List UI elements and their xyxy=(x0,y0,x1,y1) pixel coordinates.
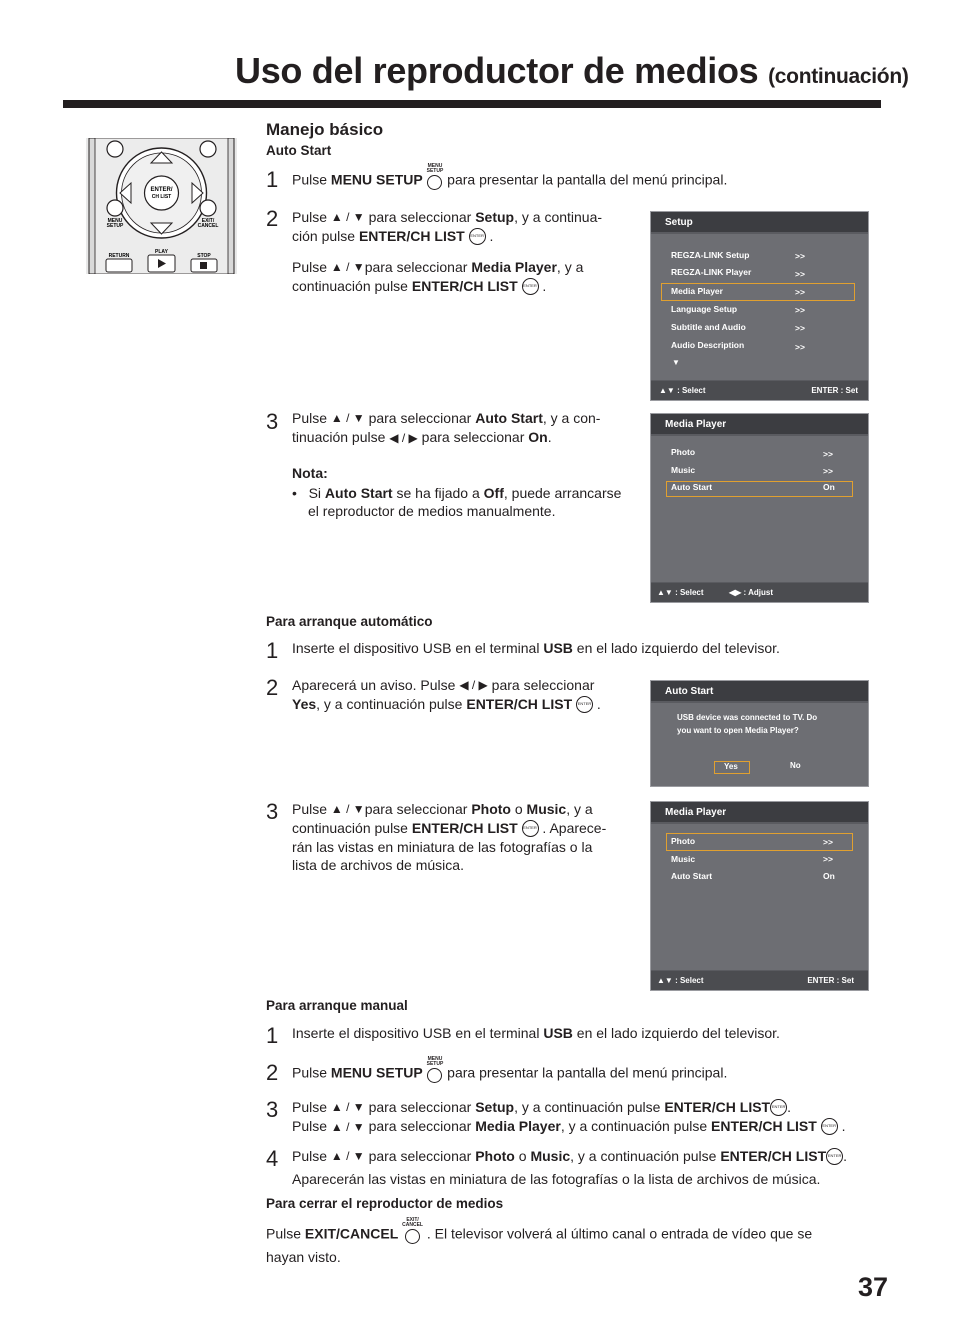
foot-left: ▲▼ : Select xyxy=(657,976,704,985)
step-number: 1 xyxy=(266,167,279,192)
enter-button-icon: ENTER xyxy=(826,1148,843,1165)
enter-button-icon: ENTER xyxy=(522,820,539,837)
title-main: Uso del reproductor de medios xyxy=(235,50,759,91)
svg-text:CANCEL: CANCEL xyxy=(197,223,219,229)
menu-item-value: >> xyxy=(823,837,833,847)
menu-item-value: On xyxy=(823,871,835,881)
menu-item: Auto Start xyxy=(671,871,713,881)
title-rule xyxy=(63,100,881,108)
foot-right: ◀▶ : Adjust xyxy=(729,588,774,597)
up-down-arrow-icon: ▲▼ xyxy=(657,976,673,985)
menu-item-value: >> xyxy=(823,466,833,476)
menu-setup-button-icon: MENU SETUP xyxy=(427,1057,444,1083)
step-number: 3 xyxy=(266,799,279,824)
up-down-arrow-icon: ▲ / ▼ xyxy=(330,1100,365,1115)
manual-heading: Para arranque manual xyxy=(266,998,408,1013)
svg-text:PLAY: PLAY xyxy=(155,249,168,255)
step-number: 3 xyxy=(266,409,279,434)
step-number: 2 xyxy=(266,675,279,700)
up-down-arrow-icon: ▲▼ xyxy=(657,588,673,597)
svg-text:RETURN: RETURN xyxy=(108,253,130,259)
note-heading: Nota: xyxy=(292,465,328,481)
menu-item-value: >> xyxy=(795,342,805,352)
setup-screen xyxy=(650,211,869,401)
up-down-arrow-icon: ▲ / ▼ xyxy=(330,260,365,275)
auto-heading: Para arranque automático xyxy=(266,614,433,629)
left-right-arrow-icon: ◀ / ▶ xyxy=(389,430,418,445)
menu-item: Music xyxy=(671,854,696,864)
up-down-arrow-icon: ▲ / ▼ xyxy=(330,802,365,817)
svg-text:STOP: STOP xyxy=(197,253,211,259)
media-player-screen xyxy=(650,413,869,603)
scroll-down-icon: ▼ xyxy=(672,358,680,367)
note-text: • Si Auto Start se ha fijado a Off, puede arrancarse el reproductor de medios manualmente. xyxy=(292,485,622,519)
left-right-arrow-icon: ◀▶ xyxy=(729,588,742,597)
screen-title: Media Player xyxy=(665,807,727,818)
menu-item: REGZA-LINK Player xyxy=(671,267,752,277)
menu-item-value: >> xyxy=(795,305,805,315)
menu-item: Photo xyxy=(671,447,696,457)
foot-left: ▲▼ : Select xyxy=(659,386,706,395)
svg-text:CH LIST: CH LIST xyxy=(151,194,172,200)
menu-item: Music xyxy=(671,465,696,475)
section-heading: Manejo básico xyxy=(266,120,384,139)
menu-item-value: >> xyxy=(823,854,833,864)
menu-setup-button-icon: MENU SETUP xyxy=(427,164,444,190)
menu-item: Language Setup xyxy=(671,304,738,314)
step-text: Pulse ▲ / ▼ para seleccionar Setup, y a continua- ción pulse ENTER/CH LIST ENTER . Pulse ▲ / ▼para seleccionar Media Player, y a continuación pulse ENTER/CH LIST ENTER . xyxy=(292,209,603,295)
foot-right: ENTER : Set xyxy=(807,976,854,985)
enter-button-icon: ENTER xyxy=(469,228,486,245)
remote-control-icon xyxy=(86,138,237,274)
up-down-arrow-icon: ▲ / ▼ xyxy=(330,1119,365,1134)
foot-right: ENTER : Set xyxy=(811,386,858,395)
step-number: 3 xyxy=(266,1097,279,1122)
step-number: 1 xyxy=(266,1023,279,1048)
step-text: Pulse MENU SETUP MENU SETUP para presentar la pantalla del menú principal. xyxy=(292,168,727,194)
screen-title: Setup xyxy=(665,217,693,228)
up-down-arrow-icon: ▲ / ▼ xyxy=(330,411,365,426)
autostart-dialog-screen xyxy=(650,680,869,787)
enter-button-icon: ENTER xyxy=(821,1118,838,1135)
menu-item-value: On xyxy=(823,482,835,492)
remote-illustration xyxy=(86,138,237,274)
svg-text:MENU: MENU xyxy=(107,218,123,224)
dialog-message: you want to open Media Player? xyxy=(677,726,799,735)
step-number: 1 xyxy=(266,638,279,663)
exit-cancel-button-icon: EXIT/ CANCEL xyxy=(402,1218,423,1244)
menu-item: Photo xyxy=(671,836,696,846)
menu-item-value: >> xyxy=(795,323,805,333)
menu-item: Media Player xyxy=(671,286,723,296)
title-continuation: (continuación) xyxy=(768,65,909,88)
yes-button-label: Yes xyxy=(724,762,738,771)
up-down-arrow-icon: ▲ / ▼ xyxy=(330,1149,365,1164)
up-down-arrow-icon: ▲ / ▼ xyxy=(330,210,365,225)
step-text: Aparecerá un aviso. Pulse ◀ / ▶ para seleccionar Yes, y a continuación pulse ENTER/CH LIST ENTER . xyxy=(292,677,601,713)
svg-text:ENTER/: ENTER/ xyxy=(150,187,173,193)
up-down-arrow-icon: ▲▼ xyxy=(659,386,675,395)
left-right-arrow-icon: ◀ / ▶ xyxy=(459,678,488,693)
svg-text:SETUP: SETUP xyxy=(106,223,124,229)
enter-button-icon: ENTER xyxy=(770,1099,787,1116)
no-button[interactable]: No xyxy=(790,761,801,770)
step-text: Inserte el dispositivo USB en el terminal USB en el lado izquierdo del televisor. xyxy=(292,1025,780,1041)
screen-title: Auto Start xyxy=(665,686,714,697)
menu-item-value: >> xyxy=(795,251,805,261)
close-heading: Para cerrar el reproductor de medios xyxy=(266,1196,504,1211)
menu-item-value: >> xyxy=(823,449,833,459)
dialog-message: USB device was connected to TV. Do xyxy=(677,713,818,722)
media-player-screen xyxy=(650,801,869,991)
step-text: Pulse ▲ / ▼ para seleccionar Setup, y a continuación pulse ENTER/CH LIST ENTER . Pulse ▲ / ▼ para seleccionar Media Player, y a continuación pulse ENTER/CH LIST ENTER . xyxy=(292,1099,846,1135)
menu-item: Subtitle and Audio xyxy=(671,322,746,332)
menu-item: Audio Description xyxy=(671,340,745,350)
page-number: 37 xyxy=(858,1272,889,1302)
menu-item-value: >> xyxy=(795,287,805,297)
step-text: Pulse ▲ / ▼para seleccionar Photo o Music, y a continuación pulse ENTER/CH LIST ENTER . Aparece- rán las vistas en miniatura de las fotografías o la lista de archivos de música. xyxy=(292,801,607,874)
menu-item-value: >> xyxy=(795,269,805,279)
step-text: Pulse ▲ / ▼ para seleccionar Auto Start, y a con- tinuación pulse ◀ / ▶ para seleccionar On. xyxy=(292,410,601,446)
enter-button-icon: ENTER xyxy=(522,278,539,295)
menu-item: Auto Start xyxy=(671,482,713,492)
step-text: Inserte el dispositivo USB en el terminal USB en el lado izquierdo del televisor. xyxy=(292,640,780,656)
step-text: Pulse MENU SETUP MENU SETUP para presentar la pantalla del menú principal. xyxy=(292,1061,727,1087)
screen-title: Media Player xyxy=(665,419,727,430)
autostart-heading: Auto Start xyxy=(266,143,332,158)
svg-text:EXIT/: EXIT/ xyxy=(201,218,215,224)
close-text: Pulse EXIT/CANCEL EXIT/ CANCEL . El televisor volverá al último canal o entrada de vídeo que se hayan visto. xyxy=(266,1217,813,1265)
enter-button-icon: ENTER xyxy=(576,696,593,713)
menu-item: REGZA-LINK Setup xyxy=(671,250,750,260)
step-text: Pulse ▲ / ▼ para seleccionar Photo o Music, y a continuación pulse ENTER/CH LIST ENTER . Aparecerán las vistas en miniatura de las fotografías o la lista de archivos de música. xyxy=(292,1148,848,1188)
step-number: 2 xyxy=(266,206,279,231)
step-number: 4 xyxy=(266,1146,279,1171)
step-number: 2 xyxy=(266,1060,279,1085)
foot-left: ▲▼ : Select xyxy=(657,588,704,597)
page-title xyxy=(235,50,909,92)
